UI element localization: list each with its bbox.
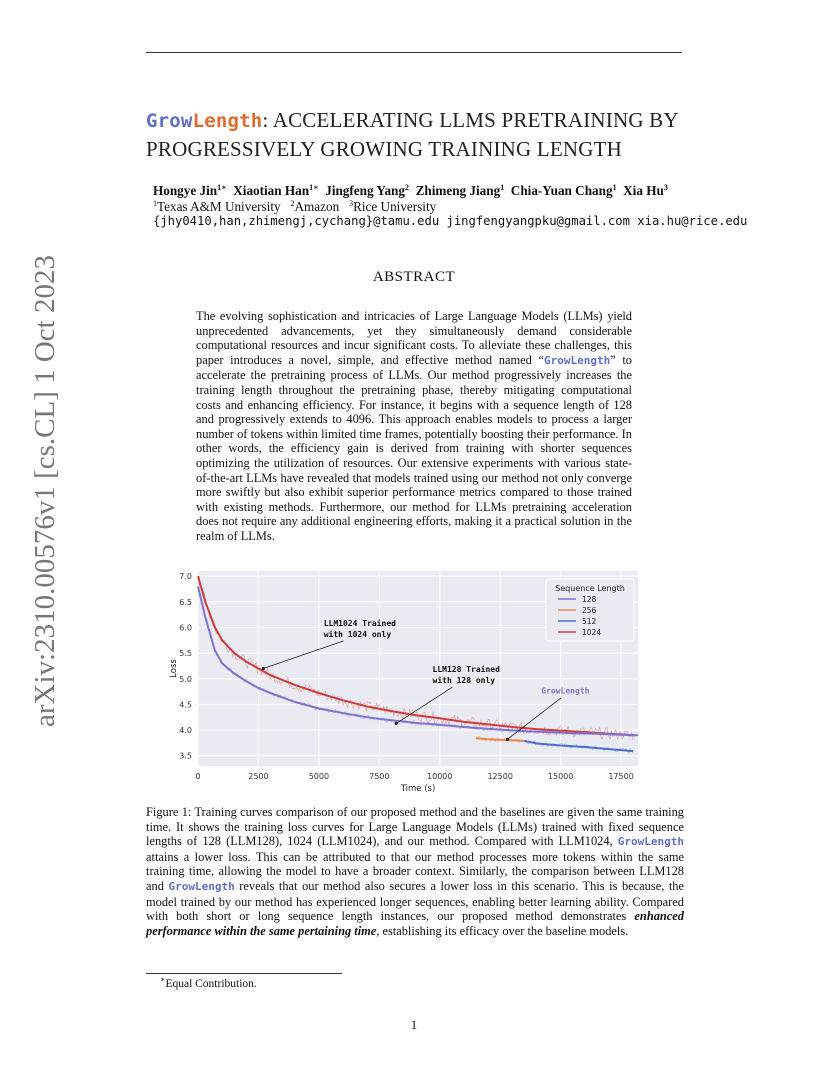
author-affiliation-mark: 2 xyxy=(404,183,409,192)
x-tick-label: 12500 xyxy=(487,772,513,781)
author-name: Xiaotian Han xyxy=(233,183,310,198)
y-tick-label: 5.0 xyxy=(179,674,192,684)
y-tick-label: 4.5 xyxy=(179,700,192,710)
caption-method-2: GrowLength xyxy=(168,879,235,893)
abstract-heading: ABSTRACT xyxy=(372,269,456,285)
y-tick-label: 6.0 xyxy=(179,623,192,633)
method-name: GrowLength xyxy=(543,353,611,367)
title-method-part2: Length xyxy=(192,110,263,132)
arxiv-identifier[interactable]: arXiv:2310.00576v1 [cs.CL] 1 Oct 2023 xyxy=(29,255,61,727)
author-list xyxy=(153,183,668,199)
x-axis-label: Time (s) xyxy=(400,784,436,794)
author-name: Chia-Yuan Chang xyxy=(510,183,613,198)
annotation-llm1024: LLM1024 Trained xyxy=(323,618,396,628)
x-tick-label: 0 xyxy=(195,772,201,781)
figure-caption: Figure 1: Training curves comparison of our proposed method and the baselines are given the same training time. It shows the training loss curves for Large Language Models (LLMs) trained with fixed sequence lengths of 128 (LLM128), 1024 (LLM1024), and our method. Compared with LLM1024, GrowLength attains a lower loss. This can be attributed to that our method processes more tokens within the same training time, allowing the model to have a broader context. Similarly, the comparison between LLM128 and GrowLength reveals that our method also secures a lower loss in this scenario. This is because, the model trained by our method has experienced longer sequences, enabling better learning ability. Compared with both short or long sequence length instances, our proposed method demonstrates enhanced performance within the same pertaining time, establishing its efficacy over the baseline models. xyxy=(146,805,684,938)
loss-chart-svg xyxy=(160,565,645,795)
caption-emphasis: enhanced performance within the same pertaining time xyxy=(146,909,684,938)
abstract-text: The evolving sophistication and intricacies of Large Language Models (LLMs) yield unprecedented advancements, yet they simultaneously demand considerable computational resources and incur significant costs. To alleviate these challenges, this paper introduces a novel, simple, and effective method named “GrowLength” to accelerate the pretraining process of LLMs. Our method progressively increases the training length throughout the pretraining phase, thereby mitigating computational costs and enhancing efficiency. For instance, it begins with a sequence length of 128 and progressively extends to 4096. This approach enables models to process a larger number of tokens within limited time frames, potentially boosting their performance. In other words, the efficiency gain is derived from training with shorter sequences optimizing the utilization of resources. Our extensive experiments with various state-of-the-art LLMs have revealed that models trained using our method not only converge more swiftly but also exhibit superior performance metrics compared to those trained with existing methods. Furthermore, our method for LLMs pretraining acceleration does not require any additional engineering efforts, making it a practical solution in the realm of LLMs. xyxy=(196,309,632,543)
affiliation-mark: 2 xyxy=(290,199,295,208)
paper-title xyxy=(146,106,706,163)
page-number: 1 xyxy=(410,1017,418,1032)
top-rule xyxy=(146,52,682,53)
x-tick-label: 2500 xyxy=(248,772,269,781)
y-tick-label: 6.5 xyxy=(179,597,192,607)
annotation-llm1024-arrowhead xyxy=(262,667,265,670)
affiliation-name: Texas A&M University xyxy=(157,199,281,214)
y-tick-label: 4.0 xyxy=(179,726,192,736)
y-tick-label: 7.0 xyxy=(179,572,192,582)
y-tick-label: 3.5 xyxy=(179,751,192,761)
annotation-llm128-arrowhead xyxy=(395,722,398,725)
caption-method-1: GrowLength xyxy=(617,835,684,849)
x-tick-label: 7500 xyxy=(369,772,390,781)
author-affiliation-mark: 1 xyxy=(612,183,617,192)
y-tick-label: 5.5 xyxy=(179,649,192,659)
x-tick-label: 17500 xyxy=(608,772,634,781)
title-line2: PROGRESSIVELY GROWING TRAINING LENGTH xyxy=(146,137,623,161)
author-affiliation-mark: 1∗ xyxy=(309,183,319,192)
x-tick-label: 5000 xyxy=(308,772,330,781)
x-tick-label: 10000 xyxy=(427,772,453,781)
author-affiliation-mark: 3 xyxy=(663,183,668,192)
author-name: Hongye Jin xyxy=(153,183,218,198)
footnote: ∗Equal Contribution. xyxy=(160,975,257,990)
author-name: Jingfeng Yang xyxy=(325,183,405,198)
author-affiliation-mark: 1 xyxy=(500,183,505,192)
annotation-llm128: LLM128 Trained xyxy=(432,665,500,675)
annotation-growlength-arrowhead xyxy=(506,738,509,741)
author-name: Xia Hu xyxy=(623,183,664,198)
x-tick-label: 15000 xyxy=(547,772,574,781)
legend-entry: 1024 xyxy=(582,628,602,637)
footnote-rule xyxy=(146,973,342,974)
legend-entry: 256 xyxy=(582,606,597,615)
legend-entry: 128 xyxy=(582,595,597,604)
affiliation-name: Rice University xyxy=(353,199,437,214)
author-affiliation-mark: 1∗ xyxy=(217,183,227,192)
author-name: Zhimeng Jiang xyxy=(415,183,501,198)
annotation-growlength: GrowLength xyxy=(541,686,590,696)
title-method-part1: Grow xyxy=(146,110,193,132)
annotation-llm1024: with 1024 only xyxy=(323,629,392,639)
loss-chart xyxy=(160,565,645,795)
y-axis-label: Loss xyxy=(169,659,179,678)
title-line1: : ACCELERATING LLMS PRETRAINING BY xyxy=(262,108,679,132)
affiliation-mark: 1 xyxy=(153,199,157,208)
annotation-llm128: with 128 only xyxy=(432,676,496,686)
affiliation-mark: 3 xyxy=(349,199,354,208)
legend-entry: 512 xyxy=(582,617,597,626)
legend-title: Sequence Length xyxy=(555,584,625,593)
affiliation-name: Amazon xyxy=(294,199,340,214)
author-emails: {jhy0410,han,zhimengj,cychang}@tamu.edu jingfengyangpku@gmail.com xia.hu@rice.edu xyxy=(153,214,748,228)
affiliations xyxy=(153,199,436,215)
